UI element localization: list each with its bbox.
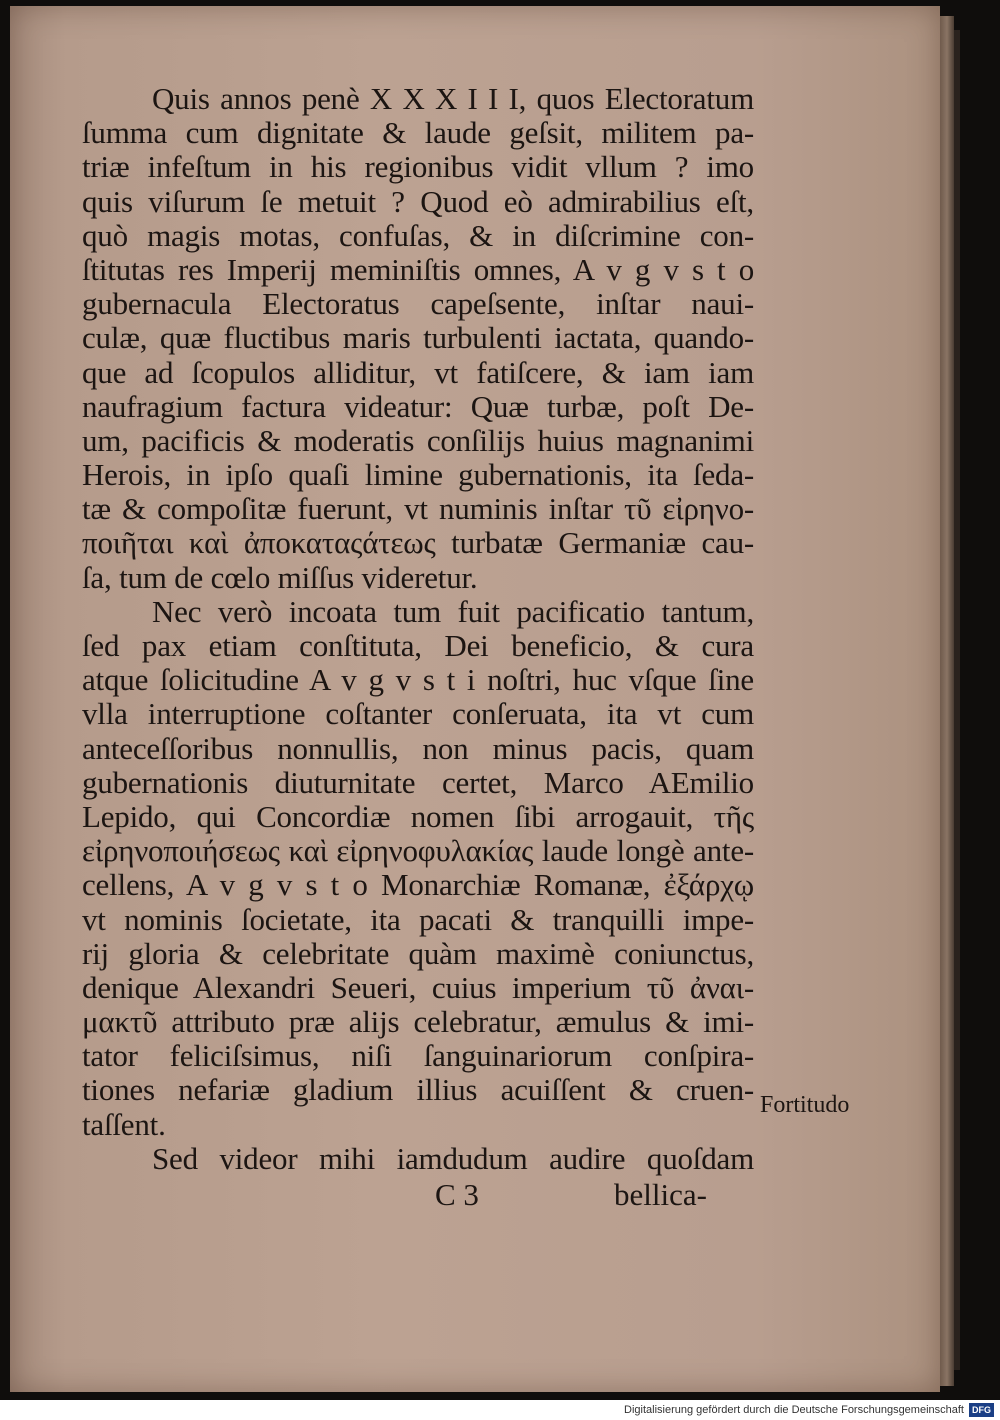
text-line: vt nominis ſocietate, ita pacati & tranquilli impe- [82,901,754,937]
text-line: triæ infeſtum in his regionibus vidit vllum ? imo [82,149,754,185]
text-line: quò magis motas, confuſas, & in diſcrimine con- [82,217,754,253]
text-line: gubernationis diuturnitate certet, Marco AEmilio [82,764,754,800]
text-line: Lepido, qui Concordiæ nomen ſibi arrogauit, τῆς [82,798,754,834]
signature-mark: C 3 [435,1177,479,1212]
text-line: Herois, in ipſo quaſi limine gubernationis, ita ſeda- [82,457,754,493]
text-line: Nec verò incoata tum fuit pacificatio tantum, [152,593,754,629]
dfg-logo-icon: DFG [969,1403,994,1417]
text-line: Sed videor mihi iamdudum audire quoſdam [152,1140,754,1176]
text-line: rij gloria & celebritate quàm maximè coniunctus, [82,935,754,971]
page-edge [940,16,954,1386]
text-line: tiones nefariæ gladium illius acuiſſent & cruen- [82,1072,754,1108]
text-line: tæ & compoſitæ fuerunt, vt numinis inſtar τῦ εἰρηνο- [82,491,754,527]
text-line: que ad ſcopulos alliditur, vt fatiſcere, & iam iam [82,354,754,390]
text-line: ſa, tum de cœlo miſſus videretur. [82,559,478,595]
page-edge-shadow [954,30,960,1370]
text-line: ſumma cum dignitate & laude geſsit, militem pa- [82,115,754,151]
text-line: gubernacula Electoratus capeſsente, inſtar naui- [82,286,754,322]
text-line: ποιῆται καὶ ἀποκαταςάτεως turbatæ Germaniæ cau- [82,525,754,561]
catchword: bellica- [614,1177,707,1212]
text-line: quis viſurum ſe metuit ? Quod eò admirabilius eſt, [82,183,754,219]
text-line: ſtitutas res Imperij meminiſtis omnes, A v g v s t o [82,251,754,287]
text-line: εἰρηνοποιήσεως καὶ εἰρηνοφυλακίας laude longè ante- [82,833,754,869]
text-line: μακτῦ attributo præ alijs celebratur, æmulus & imi- [82,1004,754,1040]
funding-credit: Digitalisierung gefördert durch die Deutsche Forschungsgemeinschaft [624,1404,964,1416]
body-text [82,82,754,1176]
text-line: Quis annos penè X X X I I I, quos Electoratum [152,81,754,116]
text-line: atque ſolicitudine A v g v s t i noſtri, huc vſque ſine [82,662,754,698]
text-line: ſed pax etiam conſtituta, Dei beneficio, & cura [82,628,754,663]
text-line: vlla interruptione coſtanter conſeruata, ita vt cum [82,696,754,732]
text-line: culæ, quæ fluctibus maris turbulenti iactata, quando- [82,320,754,356]
text-line: tator feliciſsimus, niſi ſanguinariorum conſpira- [82,1038,754,1074]
footer-bar [0,1400,1000,1420]
marginal-note: Fortitudo [760,1092,850,1118]
text-line: cellens, A v g v s t o Monarchiæ Romanæ, ἐξάρχῳ [82,867,754,903]
text-line: taſſent. [82,1106,166,1142]
text-line: denique Alexandri Seueri, cuius imperium τῦ ἀναι- [82,969,754,1005]
text-line: naufragium factura videatur: Quæ turbæ, poſt De- [82,388,754,424]
text-line: um, pacificis & moderatis conſilijs huius magnanimi [82,422,754,458]
text-line: anteceſſoribus nonnullis, non minus pacis, quam [82,730,754,766]
